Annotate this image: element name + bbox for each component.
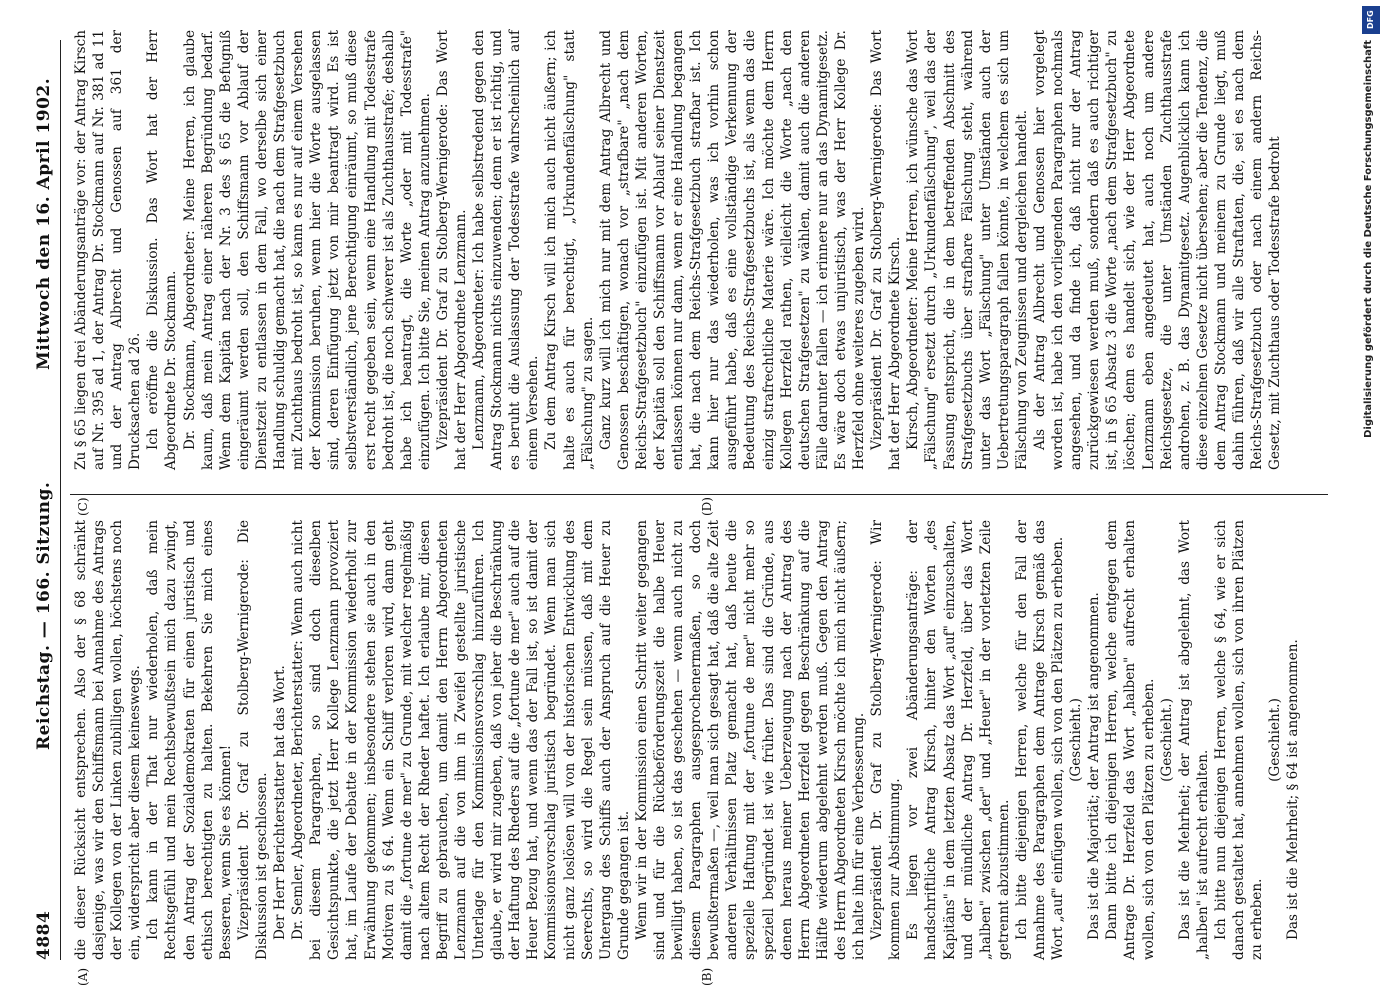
- paragraph: (Geschieht.): [1068, 698, 1085, 782]
- dfg-logo: DFG: [1362, 6, 1380, 34]
- margin-mark-b: (B): [700, 967, 714, 986]
- header-left-title: Reichstag. — 166. Sitzung.: [34, 481, 54, 750]
- page-number: 4884: [34, 910, 54, 960]
- paragraph: (Geschieht.): [1267, 698, 1284, 782]
- left-column: [72, 520, 1302, 960]
- right-column: [72, 30, 1284, 470]
- paragraph: Kirsch, Abgeordneter: Meine Herren, ich wünsche das Wort „Fälschung" ersetzt durch „Urkundenfälschung", weil das der Fassung entspricht, die in dem betreffenden Abschnitt des Strafgesetzbuchs über strafbare Fälschung steht, während unter das Wort „Fälschung" unter Umständen auch der Uebertretungsparagraph fallen könnte, in welchem es sich um Fälschung von Zeugnissen und dergleichen handelt.: [905, 30, 1030, 470]
- paragraph: Das ist die Mehrheit; der Antrag ist abgelehnt, das Wort „halben" ist aufrecht erhalten.: [1176, 520, 1211, 960]
- paragraph: Wenn wir in der Kommission einen Schritt weiter gegangen sind und für die Rückbeförderungszeit die halbe Heuer bewilligt haben, so ist das geschehen — wenn auch nicht zu diesem Paragraphen ausgesprochenermaßen, so doch bewußtermaßen —, weil man sich gesagt hat, daß die alte Zeit anderen Verhältnissen Platz gemacht hat, daß heute die spezielle Haftung mit der „fortune de mer" nicht mehr so speziell begründet ist wie früher. Das sind die Gründe, aus denen heraus meiner Ueberzeugung nach der Antrag des Herrn Abgeordneten Herzfeld gegen Beschränkung auf die Hälfte wiederum abgelehnt werden muß. Gegen den Antrag des Herrn Abgeordneten Kirsch möchte ich mich nicht äußern; ich halte ihn für eine Verbesserung.: [633, 520, 868, 960]
- paragraph: Dr. Stockmann, Abgeordneter: Meine Herren, ich glaube kaum, daß mein Antrag einer näheren Begründung bedarf. Wenn dem Kapitän nach der Nr. 3 des § 65 die Befugniß eingeräumt werden soll, den Schiffsmann vor Ablauf der Dienstzeit zu entlassen in dem Fall, wo derselbe sich einer Handlung schuldig gemacht hat, die nach dem Strafgesetzbuch mit Zuchthaus bedroht ist, so kann es nur auf einem Versehen der Kommission beruhen, wenn hier die Worte ausgelassen sind, deren Einfügung jetzt von mir beantragt wird. Es ist selbstverständlich, jene Berechtigung einräumt, so muß diese erst recht gegeben sein, wenn eine Handlung mit Todesstrafe bedroht ist, die noch schwerer ist als Zuchthausstrafe; deshalb habe ich beantragt, die Worte „oder mit Todesstrafe" einzufügen. Ich bitte Sie, meinen Antrag anzunehmen.: [181, 30, 433, 470]
- paragraph: Das ist die Mehrheit; § 64 ist angenommen.: [1285, 639, 1302, 940]
- paragraph: (Geschieht.): [1158, 698, 1175, 782]
- dfg-sidebar: [1359, 0, 1383, 1000]
- paragraph: Ich bitte diejenigen Herren, welche für den Fall der Annahme des Paragraphen dem Antrage Kirsch gemäß das Wort „auf" einfügen wollen, sich von den Plätzen zu erheben.: [1013, 520, 1067, 960]
- paragraph: Ganz kurz will ich mich nur mit dem Antrag Albrecht und Genossen beschäftigen, wonach vor „strafbare" „nach dem Reichs-Strafgesetzbuch" einzufügen ist. Mit anderen Worten, der Kapitän soll den Schiffsmann vor Ablauf seiner Dienstzeit entlassen können nur dann, wenn er eine Handlung begangen hat, die nach dem Reichs-Strafgesetzbuch strafbar ist. Ich kann hier nur das wiederholen, was ich vorhin schon ausgeführt habe, daß es eine vollständige Verkennung der Bedeutung des Reichs-Strafgesetzbuchs ist, als wenn das die einzig strafrechtliche Materie wäre. Ich möchte dem Herrn Kollegen Herzfeld rathen, vielleicht die Worte „nach den deutschen Strafgesetzen" zu wählen, damit auch die anderen Fälle darunter fallen — ich erinnere nur an das Dynamitgesetz. Es wäre doch etwas unjuristisch, was der Herr Kollege Dr. Herzfeld ohne weiteres zugeben wird.: [597, 30, 868, 470]
- paragraph: Vizepräsident Dr. Graf zu Stolberg-Wernigerode: Das Wort hat der Herr Abgeordnete Lenzmann.: [434, 30, 469, 470]
- header-right-title: Mittwoch den 16. April 1902.: [34, 77, 54, 370]
- paragraph: Es liegen vor zwei Abänderungsanträge: der handschriftliche Antrag Kirsch, hinter den Worten „des Kapitäns" in dem letzten Absatz das Wort „auf" einzuschalten, und der mündliche Antrag Dr. Herzfeld, über das Wort „halben" zwischen „der" und „Heuer" in der vorletzten Zeile getrennt abzustimmen.: [905, 520, 1012, 960]
- paragraph: Vizepräsident Dr. Graf zu Stolberg-Wernigerode: Die Diskussion ist geschlossen.: [235, 520, 270, 960]
- paragraph: Dann bitte ich diejenigen Herren, welche entgegen dem Antrage Dr. Herzfeld das Wort „halben" aufrecht erhalten wollen, sich von den Plätzen zu erheben.: [1104, 520, 1157, 960]
- paragraph: Dr. Semler, Abgeordneter, Berichterstatter: Wenn auch nicht bei diesem Paragraphen, so sind doch dieselben Gesichtspunkte, die jetzt Herr Kollege Lenzmann provoziert hat, im Laufe der Debatte in der Kommission wiederholt zur Erwähnung gekommen; insbesondere stehen sie auch in den Motiven zu § 64. Wenn ein Schiff verloren wird, dann geht damit die „fortune de mer" zu Grunde, mit welcher regelmäßig nach altem Recht der Rheder haftet. Ich erlaube mir, diesen Begriff zu gebrauchen, um damit den Herrn Abgeordneten Lenzmann auf die von ihm in Zweifel gestellte juristische Unterlage für den Kommissionsvorschlag hinzuführen. Ich glaube, er wird mir zugeben, daß von jeher die Beschränkung der Haftung des Rheders auf die „fortune de mer" auch auf die Heuer Bezug hat, und wenn das der Fall ist, so ist damit der Kommissionsvorschlag juristisch begründet. Wenn man sich nicht ganz loslösen will von der historischen Entwicklung des Seerechts, so wird die Regel sein müssen, daß mit dem Untergang des Schiffs auch der Anspruch auf die Heuer zu Grunde gegangen ist.: [290, 520, 632, 960]
- paragraph: Zu § 65 liegen drei Abänderungsanträge vor: der Antrag Kirsch auf Nr. 395 ad 1, der Antrag Dr. Stockmann auf Nr. 381 ad 11 und der Antrag Albrecht und Genossen auf 361 der Drucksachen ad 26.: [73, 30, 144, 470]
- paragraph: die dieser Rücksicht entsprechen. Also der § 68 schränkt dasjenige, was wir den Schiffsmann bei Annahme des Antrags der Kollegen von der Linken zubilligen wollen, höchstens noch ein, widerspricht aber diesem keineswegs.: [73, 520, 144, 960]
- paragraph: Der Herr Berichterstatter hat das Wort.: [272, 665, 289, 940]
- paragraph: Lenzmann, Abgeordneter: Ich habe selbstredend gegen den Antrag Stockmann nichts einzuwenden; denn er ist richtig, und es beruht die Auslassung der Todesstrafe wahrscheinlich auf einem Versehen.: [471, 30, 542, 470]
- column-divider: [70, 494, 1328, 495]
- margin-mark-a: (A): [76, 967, 90, 986]
- paragraph: Ich kann in der That nur wiederholen, daß mein Rechtsgefühl und mein Rechtsbewußtsein mich dazu zwingt, den Antrag der Sozialdemokraten für einen juristisch und ethisch berechtigten zu halten. Bekehren Sie mich eines Besseren, wenn Sie es können!: [145, 520, 234, 960]
- paragraph: Als der Antrag Albrecht und Genossen hier vorgelegt worden ist, habe ich den vorliegenden Paragraphen nochmals angesehen, und da finde ich, daß nicht nur der Antrag zurückgewiesen werden muß, sondern daß es auch richtiger ist, in § 65 Absatz 3 die Worte „nach dem Strafgesetzbuch" zu löschen; denn es handelt sich, wie der Herr Abgeordnete Lenzmann eben angedeutet hat, auch noch um andere Reichsgesetze, die unter Umständen Zuchthausstrafe androhen, z. B. das Dynamitgesetz. Augenblicklich kann ich diese einzelnen Gesetze nicht übersehen; aber die Tendenz, die dem Antrag Stockmann und meinem zu Grunde liegt, muß dahin führen, daß wir alle Straftaten, die, sei es nach dem Reichs-Strafgesetzbuch oder nach einem andern Reichs-Gesetz, mit Zuchthaus oder Todesstrafe bedroht: [1031, 30, 1284, 470]
- page-header: [30, 40, 60, 960]
- margin-mark-d: (D): [700, 497, 714, 516]
- paragraph: Vizepräsident Dr. Graf zu Stolberg-Wernigerode: Das Wort hat der Herr Abgeordnete Kirsch.: [869, 30, 904, 470]
- dfg-credit: Digitalisierung gefördert durch die Deutsche Forschungsgemeinschaft: [1363, 40, 1374, 438]
- margin-mark-c: (C): [76, 497, 90, 516]
- paragraph: Ich eröffne die Diskussion. Das Wort hat der Herr Abgeordnete Dr. Stockmann.: [145, 30, 180, 470]
- paragraph: Zu dem Antrag Kirsch will ich mich auch nicht äußern; ich halte es auch für berechtigt, „Urkundenfälschung" statt „Fälschung" zu sagen.: [543, 30, 596, 470]
- header-rule: [60, 40, 61, 960]
- paragraph: Das ist die Majorität; der Antrag ist angenommen.: [1086, 592, 1103, 940]
- paragraph: Vizepräsident Dr. Graf zu Stolberg-Wernigerode: Wir kommen zur Abstimmung.: [869, 520, 904, 960]
- paragraph: Ich bitte nun diejenigen Herren, welche § 64, wie er sich danach gestaltet hat, annehmen wollen, sich von ihren Plätzen zu erheben.: [1212, 520, 1266, 960]
